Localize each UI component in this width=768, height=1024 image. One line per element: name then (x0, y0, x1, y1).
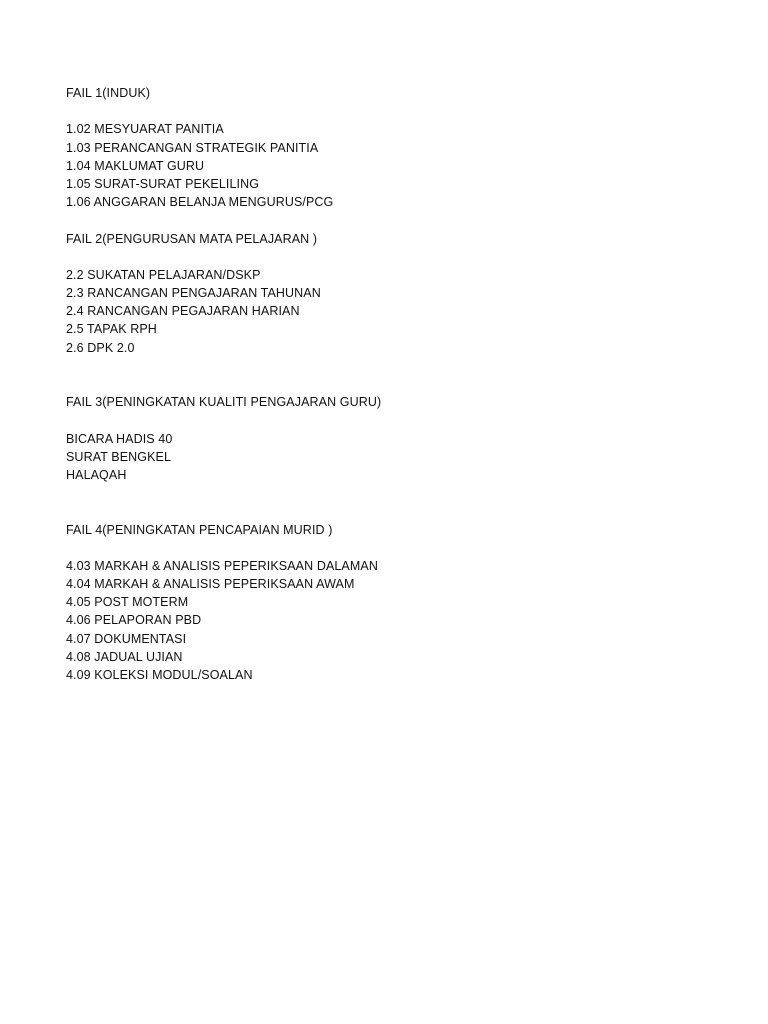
list-item: 4.05 POST MOTERM (66, 595, 189, 610)
list-item: 2.3 RANCANGAN PENGAJARAN TAHUNAN (66, 286, 321, 301)
list-item: 4.09 KOLEKSI MODUL/SOALAN (66, 668, 253, 683)
list-item: 2.6 DPK 2.0 (66, 340, 135, 355)
section-heading: FAIL 3(PENINGKATAN KUALITI PENGAJARAN GURU) (66, 395, 382, 410)
section-heading: FAIL 2(PENGURUSAN MATA PELAJARAN ) (66, 231, 318, 246)
spacer (66, 102, 706, 120)
spacer (66, 484, 706, 520)
section-fail-1 (66, 84, 706, 211)
list-item: 4.04 MARKAH & ANALISIS PEPERIKSAAN AWAM (66, 577, 355, 592)
document-body (66, 84, 706, 684)
spacer (66, 539, 706, 557)
spacer (66, 211, 706, 229)
list-item: SURAT BENGKEL (66, 449, 172, 464)
spacer (66, 248, 706, 266)
list-item: 4.06 PELAPORAN PBD (66, 613, 202, 628)
section-fail-2 (66, 230, 706, 357)
section-fail-3 (66, 393, 706, 484)
list-item: HALAQAH (66, 467, 127, 482)
list-item: 1.06 ANGGARAN BELANJA MENGURUS/PCG (66, 195, 334, 210)
list-item: 1.05 SURAT-SURAT PEKELILING (66, 176, 260, 191)
list-item: 4.03 MARKAH & ANALISIS PEPERIKSAAN DALAMAN (66, 558, 378, 573)
list-item: 4.07 DOKUMENTASI (66, 631, 187, 646)
list-item: 1.04 MAKLUMAT GURU (66, 158, 205, 173)
list-item: 1.02 MESYUARAT PANITIA (66, 122, 224, 137)
spacer (66, 357, 706, 393)
list-item: BICARA HADIS 40 (66, 431, 173, 446)
section-fail-4 (66, 521, 706, 685)
list-item: 1.03 PERANCANGAN STRATEGIK PANITIA (66, 140, 319, 155)
list-item: 2.5 TAPAK RPH (66, 322, 157, 337)
spacer (66, 411, 706, 429)
list-item: 2.2 SUKATAN PELAJARAN/DSKP (66, 267, 261, 282)
list-item: 4.08 JADUAL UJIAN (66, 649, 183, 664)
section-heading: FAIL 4(PENINGKATAN PENCAPAIAN MURID ) (66, 522, 333, 537)
list-item: 2.4 RANCANGAN PEGAJARAN HARIAN (66, 304, 300, 319)
section-heading: FAIL 1(INDUK) (66, 86, 151, 100)
